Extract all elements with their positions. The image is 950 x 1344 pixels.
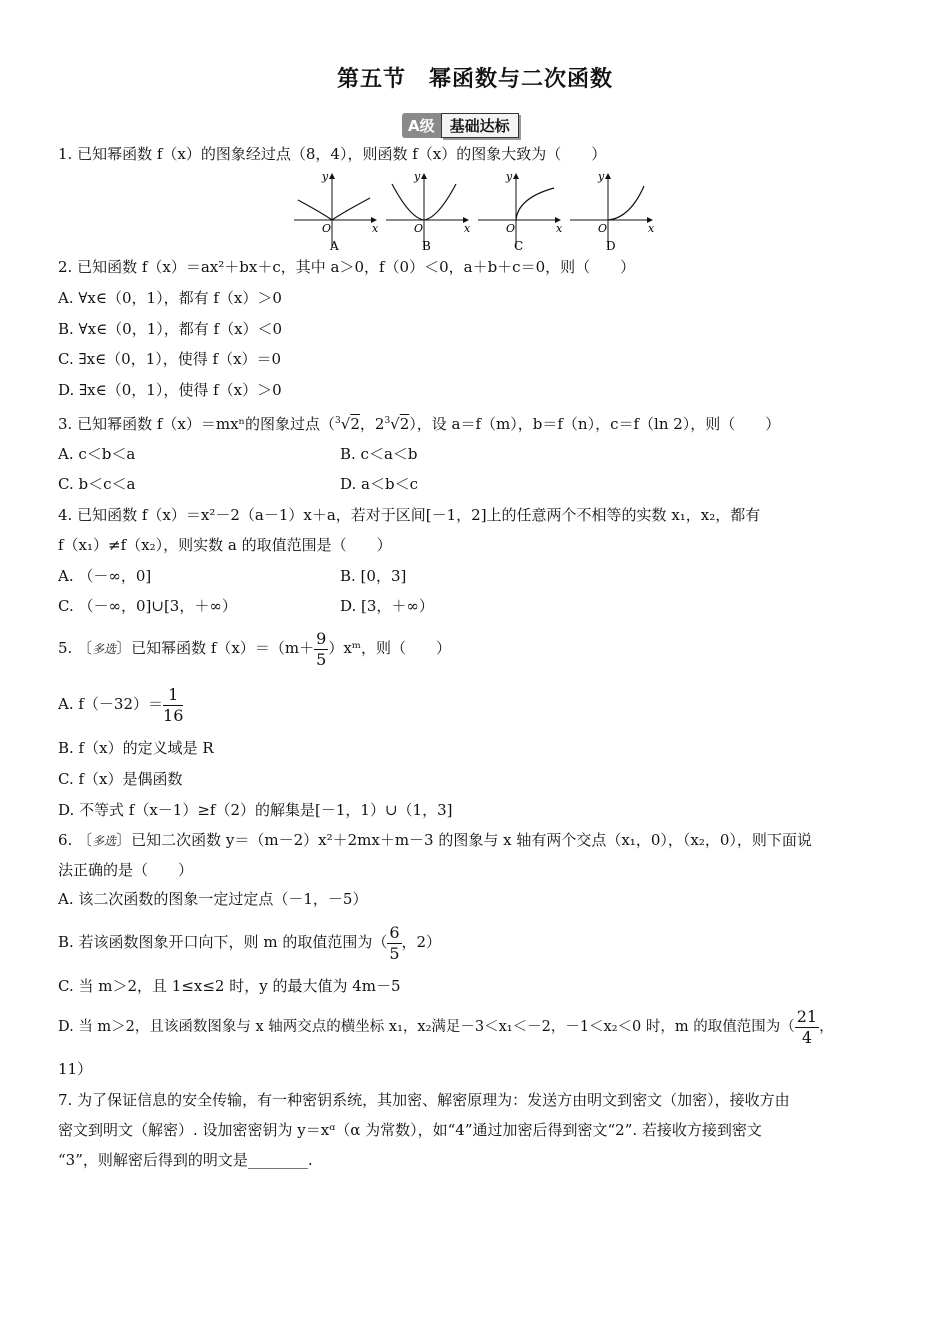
graph-c-curve <box>516 188 554 220</box>
q6-option-d-line2: 11） <box>58 1060 93 1078</box>
q2-option-a: A. ∀x∈（0，1），都有 f（x）＞0 <box>58 289 282 307</box>
q3-root-index-1: 3 <box>335 416 341 426</box>
q3-stem-post: ），设 a＝f（m），b＝f（n），c＝f（ln 2），则（ ） <box>409 415 781 433</box>
q3-option-c: C. b＜c＜a <box>58 475 136 493</box>
q6-post: 〕已知二次函数 y＝（m－2）x²＋2mx＋m－3 的图象与 x 轴有两个交点（x₁，0），（x₂，0），则下面说 <box>116 831 812 849</box>
graph-a-curve <box>298 198 370 220</box>
q5-option-b: B. f（x）的定义域是 R <box>58 739 214 757</box>
q5-fraction <box>314 629 328 670</box>
level-label: 基础达标 <box>441 113 519 138</box>
graph-c-origin: O <box>506 222 516 235</box>
graph-b-x: x <box>464 222 471 235</box>
q5-a-fraction <box>163 685 183 726</box>
q6-option-d <box>58 1005 834 1049</box>
graph-a <box>294 170 379 253</box>
graph-d-label: D <box>606 239 616 253</box>
q5-multi-tag: 多选 <box>92 642 117 656</box>
q4-option-b: B. [0，3] <box>340 567 407 585</box>
q6-b-fraction <box>387 923 401 964</box>
q4-option-d: D. [3，＋∞） <box>340 597 434 615</box>
q6-stem-line2: 法正确的是（ ） <box>58 861 194 879</box>
graph-b-label: B <box>422 239 431 253</box>
graph-d-y: y <box>598 170 605 183</box>
graph-a-x: x <box>372 222 379 235</box>
q5-pre: 5. 〔 <box>58 639 93 657</box>
graph-b-origin: O <box>414 222 424 235</box>
q5-option-c: C. f（x）是偶函数 <box>58 770 183 788</box>
graph-a-label: A <box>330 239 339 253</box>
q6-option-a: A. 该二次函数的图象一定过定点（－1，－5） <box>58 890 368 908</box>
q5-frac-den: 5 <box>316 649 327 669</box>
q3-root-index-2: 3 <box>384 416 391 426</box>
q5-option-a <box>58 682 183 726</box>
graph-b-y: y <box>414 170 421 183</box>
q5-a-den: 16 <box>163 705 184 725</box>
graph-b <box>386 170 471 253</box>
q2-option-c: C. ∃x∈（0，1），使得 f（x）＝0 <box>58 350 282 368</box>
q3-stem-pre: 3. 已知幂函数 f（x）＝mxⁿ的图象过点（ <box>58 415 336 433</box>
section-title: 第五节 幂函数与二次函数 <box>336 67 613 92</box>
graph-d-x: x <box>648 222 655 235</box>
level-badge <box>402 112 519 138</box>
q4-option-a: A. （－∞，0] <box>58 567 152 585</box>
q5-mid: 〕已知幂函数 f（x）＝（m＋ <box>116 639 315 657</box>
level-tag: A级 <box>402 113 441 138</box>
q5-frac-num: 9 <box>316 628 327 648</box>
q3-radicand-2: 2 <box>399 415 410 433</box>
q6-option-b <box>58 920 441 964</box>
q6-d-pre: D. 当 m＞2，且该函数图象与 x 轴两交点的横坐标 x₁，x₂满足－3＜x₁＜－2，－1＜x₂＜0 时，m 的取值范围为（ <box>58 1019 795 1035</box>
q5-option-d: D. 不等式 f（x－1）≥f（2）的解集是[－1，1）∪（1，3] <box>58 801 453 819</box>
q7-line1: 7. 为了保证信息的安全传输，有一种密钥系统，其加密、解密原理为：发送方由明文到密文（加密），接收方由 <box>58 1091 790 1109</box>
graph-d-origin: O <box>598 222 608 235</box>
q2-stem: 2. 已知函数 f（x）＝ax²＋bx＋c，其中 a＞0，f（0）＜0，a＋b＋c＝0，则（ ） <box>58 258 636 276</box>
q6-stem-line1 <box>58 830 812 851</box>
q6-option-c: C. 当 m＞2，且 1≤x≤2 时，y 的最大值为 4m－5 <box>58 977 401 995</box>
q4-stem-line2: f（x₁）≠f（x₂），则实数 a 的取值范围是（ ） <box>58 536 392 554</box>
q5-a-num: 1 <box>163 685 183 706</box>
graph-a-origin: O <box>322 222 332 235</box>
q3-radical-2: √ <box>390 415 400 433</box>
q6-b-post: ，2） <box>401 933 442 951</box>
graph-c-y: y <box>506 170 513 183</box>
q2-option-b: B. ∀x∈（0，1），都有 f（x）＜0 <box>58 320 283 338</box>
graph-d-curve <box>608 186 644 220</box>
graph-c <box>478 170 563 253</box>
q1-stem: 1. 已知幂函数 f（x）的图象经过点（8，4），则函数 f（x）的图象大致为（ ） <box>58 145 607 163</box>
q6-b-num: 6 <box>389 922 400 942</box>
q6-d-num: 21 <box>796 1006 818 1026</box>
q2-option-d: D. ∃x∈（0，1），使得 f（x）＞0 <box>58 381 282 399</box>
q3-stem <box>58 411 780 434</box>
q5-stem <box>58 626 451 671</box>
q3-radical-1: √ <box>340 415 351 433</box>
q4-stem-line1: 4. 已知函数 f（x）＝x²－2（a－1）x＋a，若对于区间[－1，2]上的任意两个不相等的实数 x₁，x₂，都有 <box>58 506 761 524</box>
q4-option-c: C. （－∞，0]∪[3，＋∞） <box>58 597 237 615</box>
q6-d-den: 4 <box>801 1027 813 1047</box>
q7-line3: “3”，则解密后得到的明文是________. <box>58 1151 313 1169</box>
q3-option-a: A. c＜b＜a <box>58 445 136 463</box>
graph-d <box>570 170 655 253</box>
q3-stem-mid: ，2 <box>359 415 385 433</box>
q6-b-den: 5 <box>389 943 400 963</box>
q6-b-pre: B. 若该函数图象开口向下，则 m 的取值范围为（ <box>58 933 388 951</box>
q6-multi-tag: 多选 <box>92 834 117 848</box>
q3-option-b: B. c＜a＜b <box>340 445 418 463</box>
q6-d-fraction <box>795 1007 819 1048</box>
graph-c-x: x <box>556 222 563 235</box>
q7-line2: 密文到明文（解密）. 设加密密钥为 y＝xᵅ（α 为常数），如“4”通过加密后得到密文“2”. 若接收方接到密文 <box>58 1121 762 1139</box>
q5-post: ）xᵐ，则（ ） <box>328 639 451 657</box>
q5-a-pre: A. f（－32）＝ <box>58 695 164 713</box>
graph-a-y: y <box>322 170 329 183</box>
q1-graph-options <box>292 168 662 256</box>
q3-radicand-1: 2 <box>350 415 360 433</box>
q6-pre: 6. 〔 <box>58 831 93 849</box>
q3-option-d: D. a＜b＜c <box>340 475 418 493</box>
q6-d-post: ， <box>819 1019 834 1035</box>
graph-c-label: C <box>514 239 524 253</box>
